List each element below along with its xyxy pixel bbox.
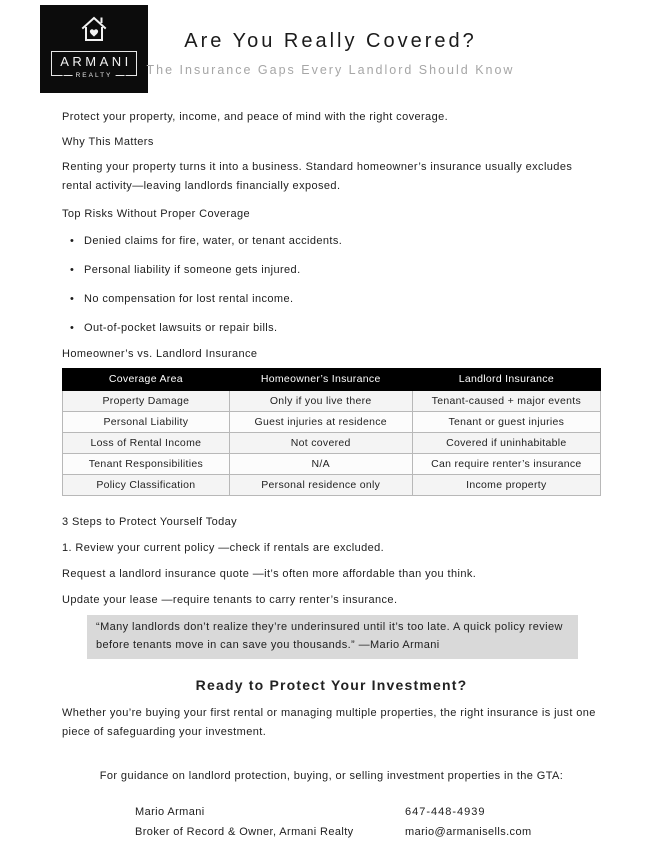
table-cell: Can require renter’s insurance — [412, 454, 600, 475]
table-cell: Personal Liability — [63, 412, 230, 433]
step-item: Update your lease —require tenants to carry renter’s insurance. — [62, 594, 398, 606]
table-cell: Tenant or guest injuries — [412, 412, 600, 433]
table-cell: Not covered — [229, 433, 412, 454]
contact-role: Broker of Record & Owner, Armani Realty — [135, 826, 354, 838]
intro-paragraph: Protect your property, income, and peace of mind with the right coverage. — [62, 111, 449, 123]
document-body — [0, 108, 661, 842]
document-header — [0, 0, 661, 93]
quote-text: “Many landlords don’t realize they’re underinsured until it’s too late. A quick policy review before tenants move in can save you thousands.” — [96, 621, 563, 651]
table-cell: Policy Classification — [63, 475, 230, 496]
contact-phone: 647-448-4939 — [405, 806, 486, 818]
column-header: Homeowner’s Insurance — [229, 369, 412, 391]
table-row — [63, 412, 601, 433]
cta-heading: Ready to Protect Your Investment? — [195, 677, 468, 693]
cta-paragraph: Whether you’re buying your first rental or managing multiple properties, the right insurance is just one piece of safeguarding your investment. — [62, 707, 596, 738]
table-cell: Income property — [412, 475, 600, 496]
bullet-icon: • — [70, 293, 75, 305]
step-item: Request a landlord insurance quote —it’s often more affordable than you think. — [62, 568, 477, 580]
table-row — [63, 433, 601, 454]
risk-item: • Denied claims for fire, water, or tenant accidents. — [70, 232, 601, 251]
table-cell: Personal residence only — [229, 475, 412, 496]
top-risks-heading: Top Risks Without Proper Coverage — [62, 208, 251, 220]
table-cell: Tenant-caused + major events — [412, 391, 600, 412]
three-steps-heading: 3 Steps to Protect Yourself Today — [62, 516, 238, 528]
pull-quote-block — [87, 615, 578, 659]
bullet-icon: • — [70, 235, 75, 247]
quote-attribution: —Mario Armani — [358, 638, 440, 651]
comparison-heading: Homeowner’s vs. Landlord Insurance — [62, 348, 258, 360]
risk-item: • Out-of-pocket lawsuits or repair bills. — [70, 319, 601, 338]
contact-details — [405, 802, 532, 842]
table-row — [63, 454, 601, 475]
contact-identity — [135, 802, 405, 842]
logo-realty-text: REALTY — [63, 73, 126, 80]
table-cell: Loss of Rental Income — [63, 433, 230, 454]
table-cell: Tenant Responsibilities — [63, 454, 230, 475]
column-header: Landlord Insurance — [412, 369, 600, 391]
step-item: 1. Review your current policy —check if rentals are excluded. — [62, 542, 385, 554]
contact-name: Mario Armani — [135, 806, 205, 818]
contact-email: mario@armanisells.com — [405, 826, 532, 838]
guidance-line: For guidance on landlord protection, buying, or selling investment properties in the GTA: — [99, 770, 564, 782]
bullet-icon: • — [70, 322, 75, 334]
table-header-row — [63, 369, 601, 391]
risk-item: • Personal liability if someone gets injured. — [70, 261, 601, 280]
column-header: Coverage Area — [63, 369, 230, 391]
why-this-matters-heading: Why This Matters — [62, 136, 154, 148]
table-cell: Only if you live there — [229, 391, 412, 412]
table-cell: Guest injuries at residence — [229, 412, 412, 433]
risk-item: • No compensation for lost rental income. — [70, 290, 601, 309]
page-title: Are You Really Covered? — [184, 30, 477, 52]
insurance-comparison-table — [62, 368, 601, 496]
contact-block — [62, 802, 601, 842]
table-row — [63, 391, 601, 412]
bullet-icon: • — [70, 264, 75, 276]
table-cell: Property Damage — [63, 391, 230, 412]
why-this-matters-paragraph: Renting your property turns it into a business. Standard homeowner’s insurance usually excludes rental activity—leaving landlords financially exposed. — [62, 161, 573, 192]
table-cell: Covered if uninhabitable — [412, 433, 600, 454]
risk-bullet-list — [62, 232, 601, 338]
table-cell: N/A — [229, 454, 412, 475]
logo-brand-text: ARMANI — [60, 54, 132, 69]
table-row — [63, 475, 601, 496]
page-subtitle: The Insurance Gaps Every Landlord Should Know — [146, 63, 515, 77]
